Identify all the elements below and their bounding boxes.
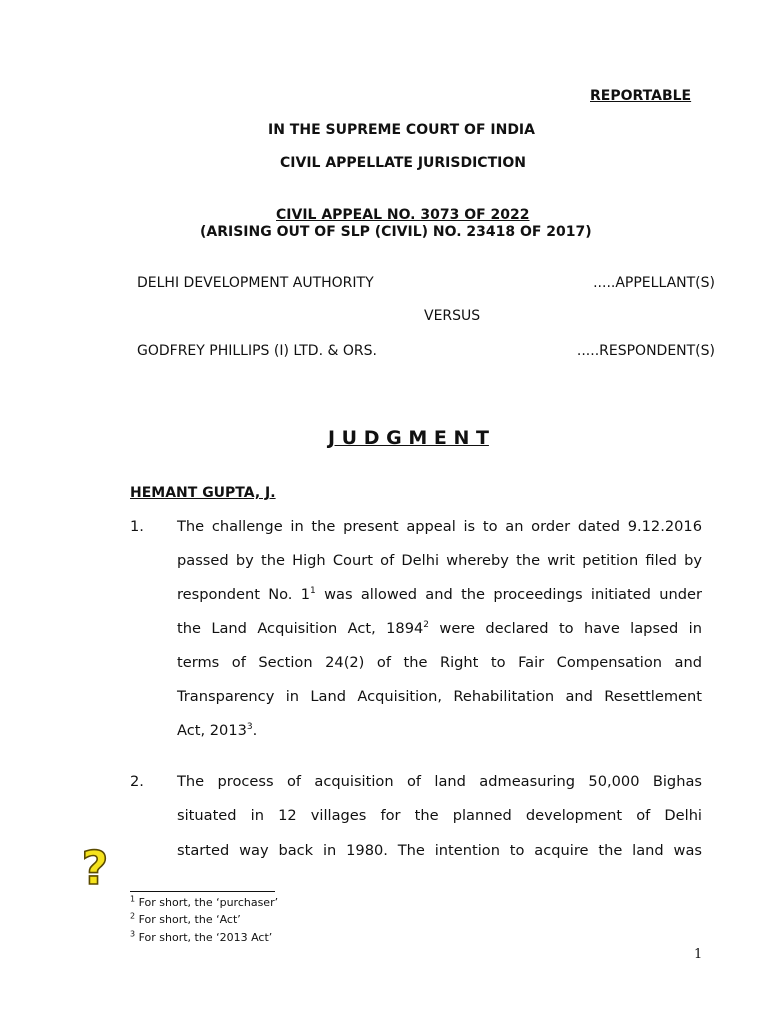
paragraph-line: started way back in 1980. The intention to acquire the land was	[177, 842, 702, 859]
footnote-ref[interactable]: 3	[246, 722, 253, 733]
versus-label: VERSUS	[424, 308, 481, 324]
line-text: were declared to have lapsed in	[429, 620, 702, 637]
paragraph-number: 1.	[130, 518, 144, 535]
svg-text:?: ?	[81, 842, 109, 890]
footnote-ref[interactable]: 1	[310, 586, 316, 597]
paragraph-line: passed by the High Court of Delhi whereby the writ petition filed by	[177, 552, 702, 569]
footnote-ref[interactable]: 2	[423, 620, 430, 631]
court-name: IN THE SUPREME COURT OF INDIA	[268, 122, 535, 138]
paragraph-line	[177, 586, 702, 603]
paragraph-line: The process of acquisition of land admeasuring 50,000 Bighas	[177, 773, 702, 790]
paragraph-number: 2.	[130, 773, 144, 790]
paragraph-line: terms of Section 24(2) of the Right to Fair Compensation and	[177, 654, 702, 671]
respondent-name: GODFREY PHILLIPS (I) LTD. & ORS.	[137, 343, 377, 359]
footnote-text: For short, the ‘2013 Act’	[138, 931, 273, 944]
footnote	[130, 931, 272, 944]
footnote-separator	[130, 891, 275, 892]
footnote-mark: 3	[130, 929, 136, 939]
footnote	[130, 896, 278, 909]
appellant-role: .....APPELLANT(S)	[593, 275, 715, 291]
reportable-label: REPORTABLE	[590, 88, 692, 104]
footnote-text: For short, the ‘Act’	[138, 913, 241, 926]
paragraph-line: The challenge in the present appeal is to an order dated 9.12.2016	[177, 518, 702, 535]
paragraph-line	[177, 620, 702, 637]
appellant-name: DELHI DEVELOPMENT AUTHORITY	[137, 275, 374, 291]
line-text: was allowed and the proceedings initiated under	[315, 586, 702, 603]
paragraph-line: Transparency in Land Acquisition, Rehabilitation and Resettlement	[177, 688, 702, 705]
paragraph-line: situated in 12 villages for the planned development of Delhi	[177, 807, 702, 824]
appeal-number: CIVIL APPEAL NO. 3073 OF 2022	[276, 207, 530, 223]
line-text: .	[252, 722, 258, 739]
paragraph-line	[177, 722, 702, 739]
arising-out-of: (ARISING OUT OF SLP (CIVIL) NO. 23418 OF 2017)	[200, 224, 592, 240]
judgment-title: J U D G M E N T	[328, 427, 489, 449]
respondent-role: .....RESPONDENT(S)	[576, 343, 715, 359]
page-number: 1	[694, 947, 703, 962]
footnote-mark: 1	[130, 894, 136, 904]
footnote	[130, 913, 241, 926]
author-name: HEMANT GUPTA, J.	[130, 485, 276, 501]
footnote-mark: 2	[130, 911, 136, 921]
footnote-text: For short, the ‘purchaser’	[138, 896, 279, 909]
line-text: Act, 2013	[177, 722, 247, 739]
question-mark-icon[interactable]	[78, 842, 112, 890]
line-text: respondent No. 1	[177, 586, 311, 603]
jurisdiction: CIVIL APPELLATE JURISDICTION	[280, 155, 526, 171]
line-text: the Land Acquisition Act, 1894	[177, 620, 424, 637]
